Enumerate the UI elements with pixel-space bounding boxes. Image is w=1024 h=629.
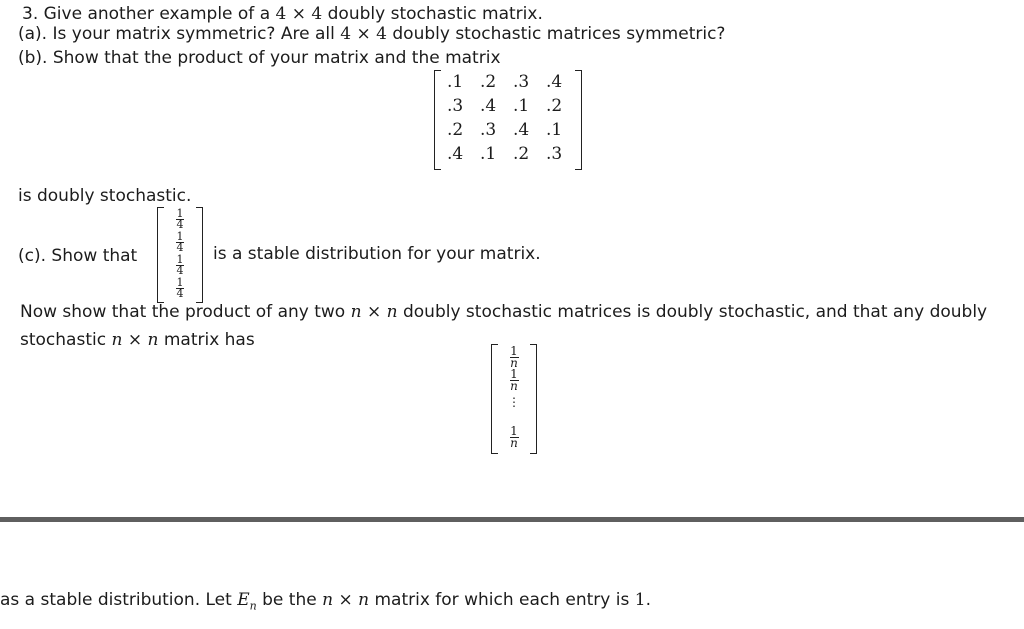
times-sign: × bbox=[351, 24, 377, 44]
fraction: $\frac{1}{4}$ bbox=[176, 276, 184, 300]
times-sign: × bbox=[122, 330, 148, 350]
uniform-distribution-vector bbox=[491, 344, 537, 454]
part-b: (b). Show that the product of your matrix and the matrix bbox=[18, 48, 501, 68]
fraction: $\frac{1}{4}$ bbox=[176, 253, 184, 277]
text: (a). Is your matrix symmetric? Are all bbox=[18, 24, 341, 44]
text: Now show that the product of any two bbox=[20, 302, 351, 322]
fraction: 1 n bbox=[510, 344, 518, 370]
math-n: n bbox=[350, 302, 362, 322]
fraction: 1 n bbox=[510, 424, 518, 450]
times-sign: × bbox=[286, 4, 312, 24]
matrix-cell: .1 bbox=[546, 120, 563, 140]
matrix-cell: .3 bbox=[546, 144, 563, 164]
matrix-cell: .2 bbox=[480, 72, 497, 92]
text: as a stable distribution. Let bbox=[0, 590, 238, 610]
text: doubly stochastic matrix. bbox=[322, 4, 543, 24]
text: doubly stochastic matrices is doubly stochastic, and that any doubly bbox=[397, 302, 988, 322]
math-4: 4 bbox=[311, 4, 323, 24]
text: stochastic bbox=[20, 330, 112, 350]
matrix-row bbox=[447, 144, 579, 164]
times-sign: × bbox=[361, 302, 387, 322]
fraction: $\frac{1}{4}$ bbox=[176, 207, 184, 231]
vertical-dots: ⋮ bbox=[508, 395, 520, 409]
math-1: 1 bbox=[634, 590, 646, 610]
math-n: n bbox=[147, 330, 159, 350]
text: doubly stochastic matrices symmetric? bbox=[386, 24, 726, 44]
math-4: 4 bbox=[376, 24, 387, 44]
text: be the bbox=[256, 590, 323, 610]
matrix-cell: .1 bbox=[447, 72, 464, 92]
period: . bbox=[645, 590, 651, 610]
text: matrix for which each entry is bbox=[369, 590, 635, 610]
stable-distribution-text bbox=[0, 590, 651, 616]
matrix-cell: .1 bbox=[513, 96, 530, 116]
fraction: 1 n bbox=[510, 367, 518, 393]
math-4: 4 bbox=[275, 4, 287, 24]
math-n: n bbox=[111, 330, 123, 350]
matrix-cell: .4 bbox=[546, 72, 563, 92]
math-n: n bbox=[322, 590, 334, 610]
math-n: n bbox=[386, 302, 398, 322]
fraction: $\frac{1}{4}$ bbox=[176, 230, 184, 254]
math-n: n bbox=[358, 590, 370, 610]
matrix-cell: .4 bbox=[447, 144, 464, 164]
example-matrix bbox=[434, 70, 582, 170]
math-4: 4 bbox=[340, 24, 352, 44]
problem-3-heading bbox=[22, 4, 543, 24]
matrix-cell: .4 bbox=[480, 96, 497, 116]
matrix-cell: .2 bbox=[513, 144, 530, 164]
matrix-cell: .3 bbox=[513, 72, 530, 92]
matrix-cell: .4 bbox=[513, 120, 530, 140]
times-sign: × bbox=[333, 590, 359, 610]
matrix-has-text bbox=[20, 330, 255, 350]
part-c-text: is a stable distribution for your matrix. bbox=[213, 244, 541, 264]
doubly-stochastic-text: is doubly stochastic. bbox=[18, 186, 192, 206]
part-c-label: (c). Show that bbox=[18, 246, 138, 266]
matrix-cell: .2 bbox=[546, 96, 563, 116]
matrix-cell: .3 bbox=[480, 120, 497, 140]
text: 3. Give another example of a bbox=[22, 4, 276, 24]
part-a bbox=[18, 24, 725, 44]
matrix-row bbox=[447, 72, 579, 92]
matrix-cell: .2 bbox=[447, 120, 464, 140]
text: matrix has bbox=[158, 330, 255, 350]
matrix-cell: .1 bbox=[480, 144, 497, 164]
stable-distribution-vector bbox=[157, 207, 203, 303]
matrix-row bbox=[447, 120, 579, 140]
subscript-n: n bbox=[249, 599, 257, 613]
product-statement bbox=[20, 302, 987, 322]
page-divider bbox=[0, 517, 1024, 522]
math-E: E bbox=[237, 590, 250, 610]
matrix-row bbox=[447, 96, 579, 116]
matrix-cell: .3 bbox=[447, 96, 464, 116]
